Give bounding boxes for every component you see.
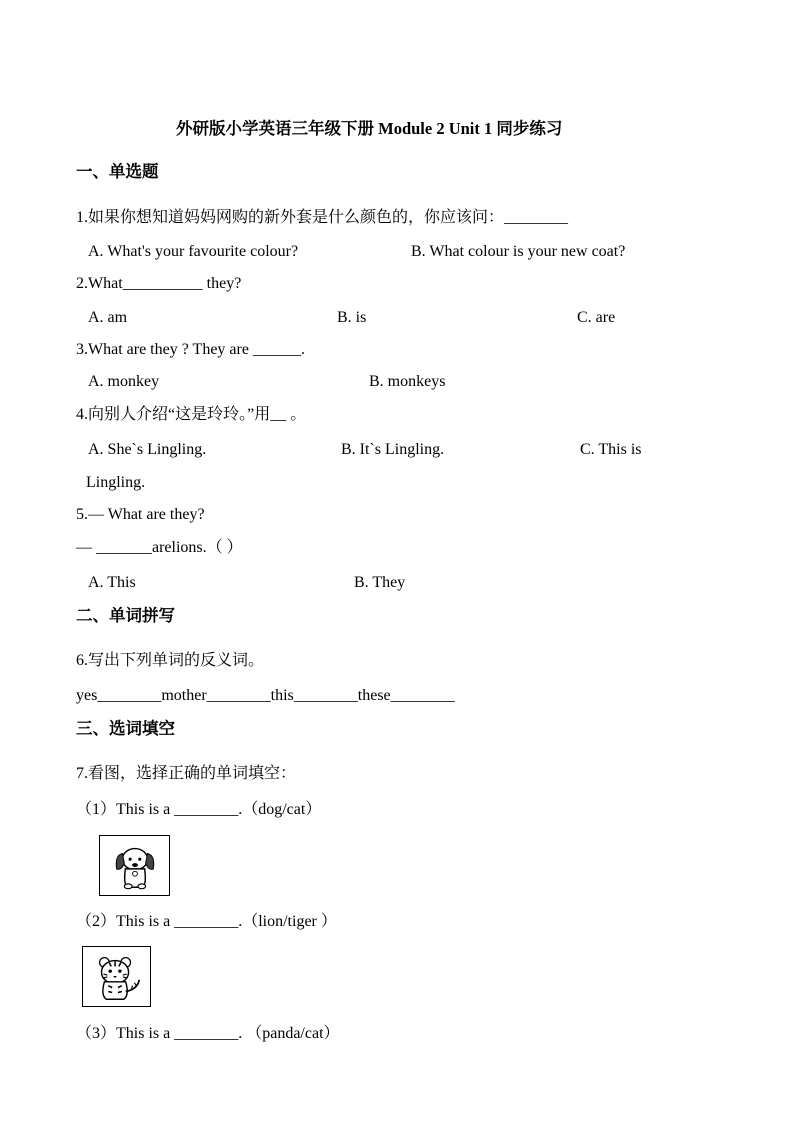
question-2-stem: 2.What__________ they? [76, 275, 242, 292]
question-1-stem: 1.如果你想知道妈妈网购的新外套是什么颜色的，你应该问：________ [76, 209, 569, 226]
question-2-option-a: A. am [88, 309, 128, 326]
question-5-stem-line-1: 5.— What are they? [76, 506, 205, 523]
question-1-option-a: A. What's your favourite colour? [88, 243, 299, 260]
question-4-stem: 4.向别人介绍“这是玲玲。”用__ 。 [76, 406, 307, 423]
question-4-option-c: C. This is [580, 441, 642, 458]
question-7-item-1: （1）This is a ________.（dog/cat） [76, 801, 322, 818]
tiger-icon [82, 946, 151, 1007]
question-4-option-b: B. It`s Lingling. [341, 441, 445, 458]
question-5-option-a: A. This [88, 574, 136, 591]
question-1-option-b: B. What colour is your new coat? [411, 243, 626, 260]
question-3-option-a: A. monkey [88, 373, 160, 390]
question-6-words: yes________mother________this________these________ [76, 687, 455, 704]
question-7-stem: 7.看图，选择正确的单词填空： [76, 765, 297, 782]
section-heading-spelling: 二、单词拼写 [76, 606, 175, 625]
question-4-option-c-continued: Lingling. [86, 474, 146, 491]
question-4-option-a: A. She`s Lingling. [88, 441, 207, 458]
question-7-item-3: （3）This is a ________. （panda/cat） [76, 1025, 340, 1042]
question-3-stem: 3.What are they ? They are ______. [76, 341, 305, 358]
question-3-option-b: B. monkeys [369, 373, 446, 390]
section-heading-single-choice: 一、单选题 [76, 162, 159, 181]
section-heading-word-fill: 三、选词填空 [76, 719, 175, 738]
question-5-option-b: B. They [354, 574, 406, 591]
question-7-item-2: （2）This is a ________.（lion/tiger ） [76, 913, 337, 930]
page-title: 外研版小学英语三年级下册 Module 2 Unit 1 同步练习 [176, 119, 563, 138]
dog-icon [99, 835, 170, 896]
question-6-stem: 6.写出下列单词的反义词。 [76, 652, 265, 669]
question-2-option-c: C. are [577, 309, 616, 326]
question-2-option-b: B. is [337, 309, 367, 326]
question-5-stem-line-2: — _______arelions.（ ） [76, 539, 243, 556]
